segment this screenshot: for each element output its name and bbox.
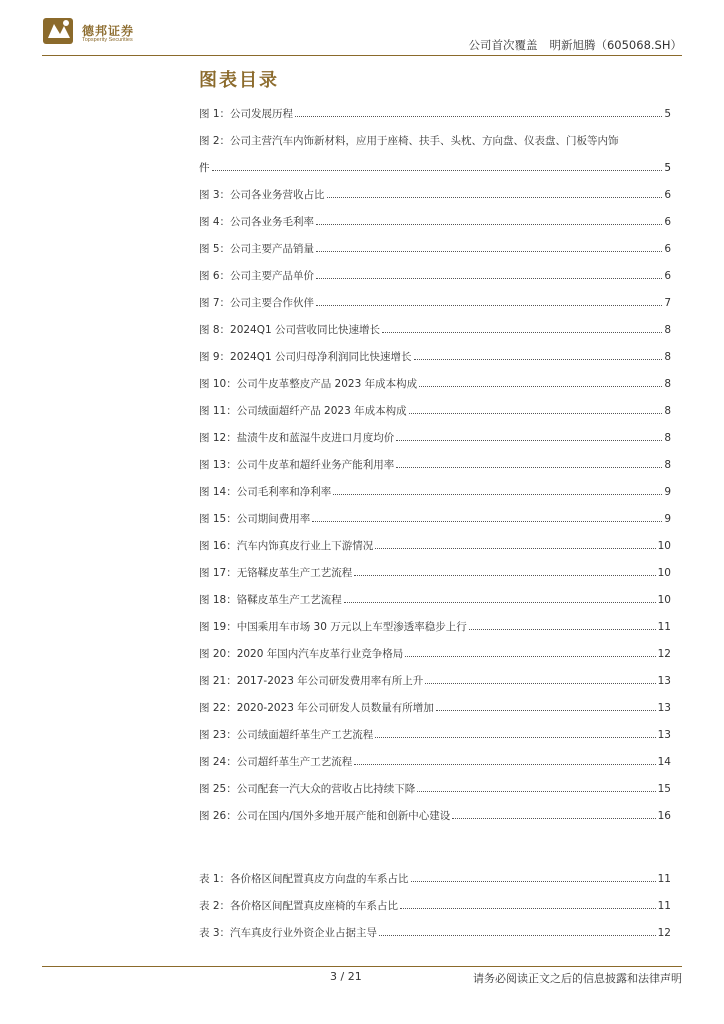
entry-label: 图 21：2017-2023 年公司研发费用率有所上升 xyxy=(199,675,424,687)
entry-label: 图 7：公司主要合作伙伴 xyxy=(199,297,315,309)
entry-label: 图 5：公司主要产品销量 xyxy=(199,243,315,255)
figure-list xyxy=(199,107,671,836)
entry-page: 8 xyxy=(664,432,671,444)
toc-entry[interactable] xyxy=(199,755,671,782)
leader-dots xyxy=(312,521,662,522)
leader-dots xyxy=(409,413,663,414)
brand-subtitle: Topsperity Securities xyxy=(82,37,133,43)
toc-entry[interactable] xyxy=(199,215,671,242)
entry-page: 8 xyxy=(664,351,671,363)
entry-page: 11 xyxy=(657,621,671,633)
toc-entry[interactable] xyxy=(199,728,671,755)
entry-label: 图 15：公司期间费用率 xyxy=(199,513,311,525)
entry-page: 10 xyxy=(657,567,671,579)
toc-entry[interactable] xyxy=(199,926,671,953)
entry-label: 图 25：公司配套一汽大众的营收占比持续下降 xyxy=(199,783,416,795)
header-divider xyxy=(42,55,682,56)
entry-page: 12 xyxy=(657,927,671,939)
brand-logo xyxy=(42,14,192,54)
entry-label: 图 13：公司牛皮革和超纤业务产能利用率 xyxy=(199,459,395,471)
toc-entry[interactable] xyxy=(199,377,671,404)
entry-page: 12 xyxy=(657,648,671,660)
leader-dots xyxy=(419,386,662,387)
entry-page: 6 xyxy=(664,243,671,255)
leader-dots xyxy=(295,116,662,117)
entry-label: 图 9：2024Q1 公司归母净利润同比快速增长 xyxy=(199,351,412,363)
leader-dots xyxy=(354,764,655,765)
leader-dots xyxy=(379,935,656,936)
entry-label: 表 1：各价格区间配置真皮方向盘的车系占比 xyxy=(199,873,409,885)
leader-dots xyxy=(316,251,662,252)
entry-label: 图 8：2024Q1 公司营收同比快速增长 xyxy=(199,324,381,336)
entry-page: 8 xyxy=(664,459,671,471)
toc-entry[interactable] xyxy=(199,539,671,566)
entry-label: 图 2：公司主营汽车内饰新材料，应用于座椅、扶手、头枕、方向盘、仪表盘、门板等内饰 xyxy=(199,135,619,147)
leader-dots xyxy=(396,440,662,441)
entry-page: 5 xyxy=(664,162,671,174)
toc-entry[interactable] xyxy=(199,404,671,431)
toc-entry[interactable] xyxy=(199,485,671,512)
leader-dots xyxy=(316,305,662,306)
entry-label: 图 18：铬鞣皮革生产工艺流程 xyxy=(199,594,342,606)
entry-label: 图 14：公司毛利率和净利率 xyxy=(199,486,332,498)
entry-page: 8 xyxy=(664,324,671,336)
leader-dots xyxy=(469,629,656,630)
toc-entry[interactable] xyxy=(199,674,671,701)
leader-dots xyxy=(316,278,662,279)
entry-page: 14 xyxy=(657,756,671,768)
entry-page: 11 xyxy=(657,873,671,885)
entry-page: 6 xyxy=(664,270,671,282)
company-name: 明新旭腾（605068.SH） xyxy=(549,38,682,52)
leader-dots xyxy=(425,683,655,684)
brand-logo-icon xyxy=(42,14,76,48)
entry-page: 11 xyxy=(657,900,671,912)
entry-page: 7 xyxy=(664,297,671,309)
entry-label: 图 11：公司绒面超纤产品 2023 年成本构成 xyxy=(199,405,407,417)
toc-entry[interactable] xyxy=(199,107,671,134)
legal-disclaimer: 请务必阅读正文之后的信息披露和法律声明 xyxy=(473,972,682,985)
leader-dots xyxy=(414,359,663,360)
toc-entry[interactable] xyxy=(199,647,671,674)
toc-entry[interactable] xyxy=(199,566,671,593)
entry-label: 图 1：公司发展历程 xyxy=(199,108,294,120)
leader-dots xyxy=(212,170,663,171)
header-report-info xyxy=(468,37,682,53)
entry-page: 8 xyxy=(664,378,671,390)
entry-page: 16 xyxy=(657,810,671,822)
toc-entry[interactable] xyxy=(199,269,671,296)
entry-label: 图 26：公司在国内/国外多地开展产能和创新中心建设 xyxy=(199,810,451,822)
leader-dots xyxy=(436,710,656,711)
entry-label: 图 6：公司主要产品单价 xyxy=(199,270,315,282)
entry-label: 图 4：公司各业务毛利率 xyxy=(199,216,315,228)
leader-dots xyxy=(375,737,655,738)
entry-label: 图 12：盐渍牛皮和蓝湿牛皮进口月度均价 xyxy=(199,432,395,444)
leader-dots xyxy=(405,656,655,657)
toc-entry[interactable] xyxy=(199,431,671,458)
leader-dots xyxy=(333,494,662,495)
entry-label: 表 3：汽车真皮行业外资企业占据主导 xyxy=(199,927,378,939)
toc-entry[interactable] xyxy=(199,593,671,620)
entry-page: 10 xyxy=(657,594,671,606)
entry-page: 9 xyxy=(664,513,671,525)
leader-dots xyxy=(375,548,655,549)
entry-page: 8 xyxy=(664,405,671,417)
toc-entry[interactable] xyxy=(199,620,671,647)
toc-entry[interactable] xyxy=(199,512,671,539)
entry-page: 5 xyxy=(664,108,671,120)
entry-label: 图 24：公司超纤革生产工艺流程 xyxy=(199,756,353,768)
toc-entry[interactable] xyxy=(199,782,671,809)
toc-title: 图表目录 xyxy=(199,70,279,91)
leader-dots xyxy=(400,908,656,909)
entry-label: 图 19：中国乘用车市场 30 万元以上车型渗透率稳步上行 xyxy=(199,621,467,633)
entry-label: 图 17：无铬鞣皮革生产工艺流程 xyxy=(199,567,353,579)
toc-entry[interactable] xyxy=(199,701,671,728)
leader-dots xyxy=(316,224,662,225)
leader-dots xyxy=(327,197,663,198)
entry-page: 6 xyxy=(664,189,671,201)
leader-dots xyxy=(382,332,662,333)
leader-dots xyxy=(396,467,662,468)
entry-label-continued: 件 xyxy=(199,162,210,174)
leader-dots xyxy=(417,791,655,792)
toc-entry[interactable] xyxy=(199,872,671,899)
toc-entry[interactable] xyxy=(199,296,671,323)
toc-entry[interactable] xyxy=(199,809,671,836)
leader-dots xyxy=(452,818,655,819)
entry-page: 13 xyxy=(657,702,671,714)
toc-entry[interactable] xyxy=(199,350,671,377)
entry-page: 15 xyxy=(657,783,671,795)
entry-label: 图 16：汽车内饰真皮行业上下游情况 xyxy=(199,540,374,552)
entry-page: 6 xyxy=(664,216,671,228)
toc-entry[interactable] xyxy=(199,458,671,485)
footer-divider xyxy=(42,966,682,967)
toc-entry[interactable] xyxy=(199,134,671,188)
leader-dots xyxy=(411,881,656,882)
toc-entry[interactable] xyxy=(199,899,671,926)
entry-page: 13 xyxy=(657,675,671,687)
entry-label: 图 10：公司牛皮革整皮产品 2023 年成本构成 xyxy=(199,378,418,390)
brand-name: 德邦证券 xyxy=(82,24,135,38)
entry-label: 图 22：2020-2023 年公司研发人员数量有所增加 xyxy=(199,702,434,714)
page-number: 3 / 21 xyxy=(330,970,362,983)
leader-dots xyxy=(354,575,655,576)
toc-entry[interactable] xyxy=(199,188,671,215)
toc-entry[interactable] xyxy=(199,323,671,350)
entry-label: 表 2：各价格区间配置真皮座椅的车系占比 xyxy=(199,900,399,912)
table-list xyxy=(199,872,671,953)
entry-page: 9 xyxy=(664,486,671,498)
entry-label: 图 3：公司各业务营收占比 xyxy=(199,189,325,201)
leader-dots xyxy=(344,602,656,603)
toc-entry[interactable] xyxy=(199,242,671,269)
report-type: 公司首次覆盖 xyxy=(468,38,538,52)
entry-label: 图 20：2020 年国内汽车皮革行业竞争格局 xyxy=(199,648,404,660)
entry-page: 10 xyxy=(657,540,671,552)
entry-page: 13 xyxy=(657,729,671,741)
entry-label: 图 23：公司绒面超纤革生产工艺流程 xyxy=(199,729,374,741)
